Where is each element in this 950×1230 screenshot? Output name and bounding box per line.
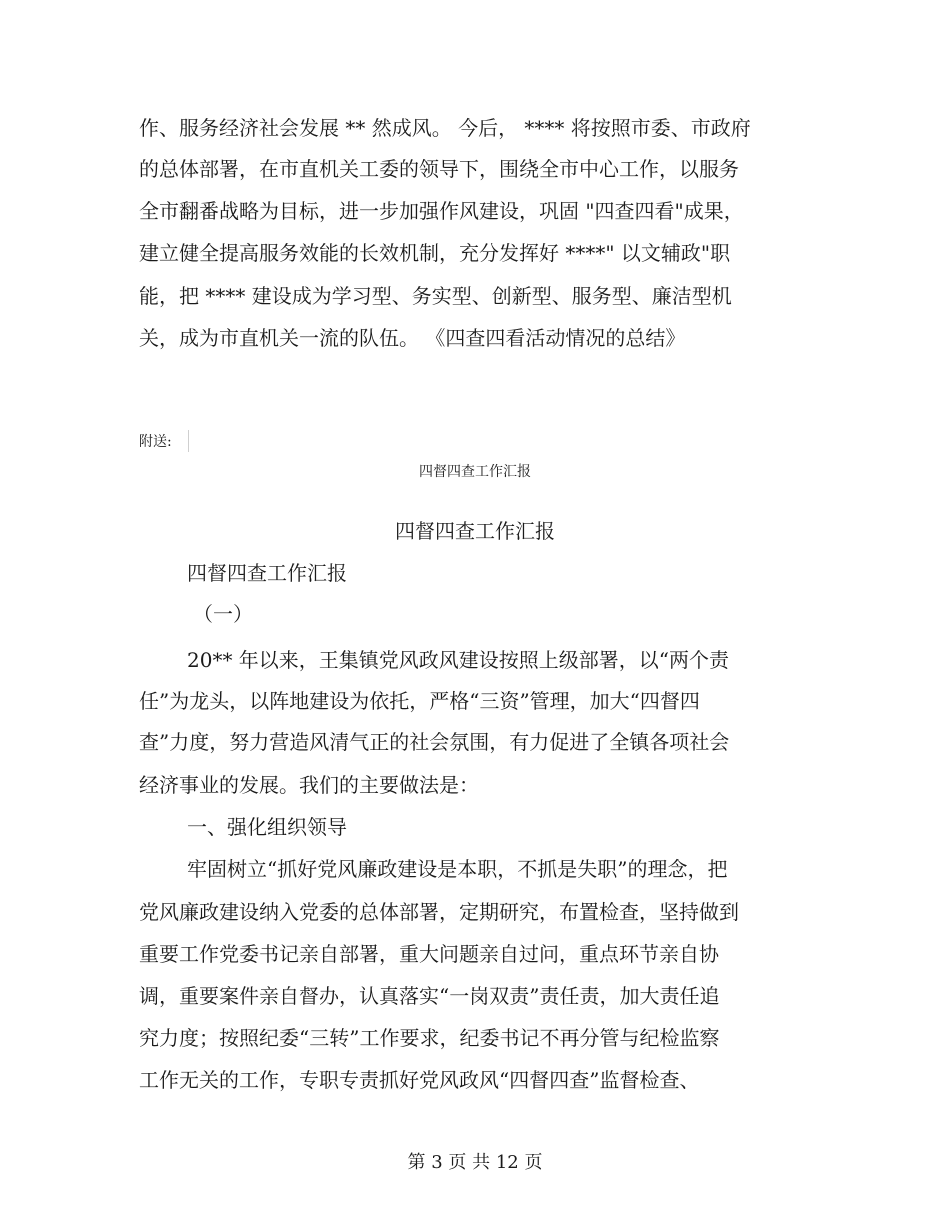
paragraph-line: 的总体部署，在市直机关工委的领导下，围绕全市中心工作，以服务 [139, 157, 739, 181]
appendix-small-title: 四督四查工作汇报 [419, 464, 531, 480]
appendix-label: 附送: [139, 434, 172, 450]
paragraph-line: 建立健全提高服务效能的长效机制，充分发挥好 ****" 以文辅政"职 [139, 241, 731, 265]
paragraph-line: 究力度；按照纪委“三转”工作要求，纪委书记不再分管与纪检监察 [139, 1026, 720, 1050]
paragraph-line: 党风廉政建设纳入党委的总体部署，定期研究，布置检查，坚持做到 [139, 900, 739, 924]
paragraph-line: 牢固树立“抓好党风廉政建设是本职，不抓是失职”的理念，把 [187, 857, 728, 881]
paragraph-line: 调，重要案件亲自督办，认真落实“一岗双责”责任责，加大责任追 [139, 984, 720, 1008]
paragraph-line: 20** 年以来，王集镇党风政风建设按照上级部署，以“两个责 [187, 648, 730, 672]
paragraph-line: 关，成为市直机关一流的队伍。 《四查四看活动情况的总结》 [139, 326, 686, 350]
subsection-number: （一） [193, 602, 253, 626]
paragraph-line: 经济事业的发展。我们的主要做法是： [139, 773, 479, 797]
paragraph-line: 重要工作党委书记亲自部署，重大问题亲自过问，重点环节亲自协 [139, 942, 719, 966]
paragraph-line: 工作无关的工作，专职专责抓好党风政风“四督四查”监督检查、 [139, 1068, 700, 1092]
paragraph-line: 作、服务经济社会发展 ** 然成风。 今后， **** 将按照市委、市政府 [139, 116, 751, 140]
paragraph-line: 任”为龙头，以阵地建设为依托，严格“三资”管理，加大“四督四 [139, 689, 700, 713]
divider [188, 430, 189, 452]
paragraph-line: 全市翻番战略为目标，进一步加强作风建设，巩固 "四查四看"成果， [139, 199, 744, 223]
document-title: 四督四查工作汇报 [395, 519, 555, 543]
paragraph-line: 查”力度，努力营造风清气正的社会氛围，有力促进了全镇各项社会 [139, 730, 730, 754]
section-heading: 四督四查工作汇报 [187, 561, 347, 585]
paragraph-line: 能，把 **** 建设成为学习型、务实型、创新型、服务型、廉洁型机 [139, 284, 732, 308]
page-number-footer: 第 3 页 共 12 页 [407, 1152, 543, 1173]
section-heading: 一、强化组织领导 [187, 815, 347, 839]
